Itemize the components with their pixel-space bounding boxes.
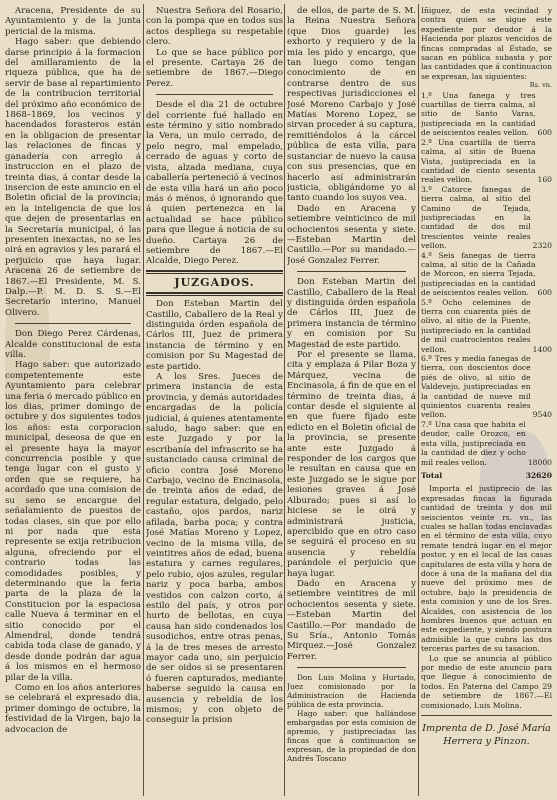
printer-imprint <box>421 722 552 748</box>
property-description: 3.º Catorce fanegas de tierra calma, al sitio del Camino de Tejada, justipreciadas en la cantidad de dos mil trescientos veinte reales vellon. <box>421 184 531 251</box>
notice-paragraph: Hago saber: que autorizado competentemente este Ayuntamiento para celebrar una feria ó mercado público en los dias, primer domingo de octubre y dos siguientes todos los años: esta corporacion municipal, deseosa de que en el presente haya la mayor concurrencia posible y que tenga lugar con el gusto y orden que se requiere, ha acordado que una comision de su seno se encargue del señalamiento de puestos de todas clases, sin que por ello ni por nada que esta represente se exija retribucion alguna, ofreciendo por el contrario todas las comodidades posibles, y determinando que la feria parta de la plaza de la Constitucion por la espaciosa calle Nueva á terminar en el sitio conocido por el Almendral, donde tendrá cabida toda clase de ganado, y desde donde podrán dar agua á los mismos en el hermoso pilar de la villa. <box>5 360 141 683</box>
separator <box>15 323 131 324</box>
notice-paragraph: Lo que se hace público por el presente. Cartaya 26 de setiembre de 1867.—Diego Perez. <box>146 47 283 89</box>
separator <box>156 94 273 95</box>
notice-heading: Don Luis Molina y Hurtado, Juez comisionado por la Administracion de Hacienda pública de esta provincia. <box>287 673 416 710</box>
total-label: Total <box>421 470 443 480</box>
property-description: 4.º Seis fanegas de tierra calma, al sitio de la Cañada de Morcon, en sierra Tejada, justipreciadas en la cantidad de seiscientos reales vellon. <box>421 250 536 298</box>
section-heading-juzgados: JUZGADOS. <box>174 275 255 289</box>
property-item <box>421 354 552 420</box>
property-amount: 1400 <box>532 344 552 354</box>
property-item <box>421 298 552 354</box>
separator <box>297 271 406 272</box>
property-description: 5.º Ocho celemines de tierra con cuarenta piés de olivo, al sitio de la Fuente, justipreciado en la cantidad de mil cuatrocientos reales vellon. <box>421 297 531 354</box>
property-amount: 600 <box>537 128 552 138</box>
printer-imprint-line: Herrera y Pinzon. <box>443 736 530 748</box>
property-item <box>421 251 552 298</box>
notice-paragraph: A los Sres. Jueces de primera instancia de esta provincia, y demás autoridades encargadas de la policía judicial, á quienes atentamente saludo, hago saber: que en este Juzgado y por la escribanía del infrascrito se ha sustanciado causa criminal de oficio contra José Moreno Carbajo, vecino de Encinasola, de treinta años de edad, de regular estatura, delgado, pelo castaño, ojos pardos, nariz afilada, barba poca; y contra José Matías Moreno y Lopez, vecino de la misma villa, de veintitres años de edad, buena estatura y carnes regulares, pelo rubio, ojos azules, regular nariz y poca barba, ambos vestidos con calzon corto, á estilo del país, y otros por hurto de bellotas, en cuya causa han sido condenados los susodichos, entre otras penas, á la de tres meses de arresto mayor cada uno, sin perjuicio de ser oidos si se presentaren ó fueren capturados, mediante haberse seguido la causa en ausencia y rebeldía de los mismos; y con objeto de conseguir la prision <box>146 372 283 726</box>
property-amount: 2320 <box>532 241 552 251</box>
section-rule <box>146 292 283 296</box>
property-list <box>421 91 552 467</box>
property-description: 1.º Una fanega y tres cuartillas de tierra calma, al sitio de Santo Varas, justipreciada en la cantidad de seiscientos reales vellon. <box>421 90 536 138</box>
notice-paragraph: Hago saber: que debiendo darse principio á la formacion del amillaramiento de la riqueza pública, que ha de servir de base al repartimiento de la contribucion territorial del próximo año económico de 1868–1869, los vecinos y hacendados forasteros están en la obligacion de presentar las relaciones de fincas y ganadería con arreglo á instruccion en el plazo de treinta dias, á contar desde la insercion de este anuncio en el Boletin oficial de la provincia; en la inteligencia de que los que dejen de presentarlas en la Secretaría municipal, ó las presenten inexactas, no se les oirá en agravios y les parará el perjuicio que haya lugar. Aracena 26 de setiembre de 1867.—El Presidente, M. S. Dalp.—P. M. D. S. S.—El Secretario interino, Manuel Olivero. <box>5 37 141 318</box>
column-rule <box>143 4 144 796</box>
column-4 <box>421 6 552 794</box>
property-description: 6.º Tres y media fanegas de tierra, con doscientos doce piés de olivo, al sitio de Valdevejo, justipreciadas en la cantidad de nueve mil quinientos cuarenta reales vellon. <box>421 354 531 420</box>
notice-paragraph: Importa el justiprecio de las expresadas fincas la figurada cantidad de treinta y dos mil seiscientos veinte rs. vn., las cuales se hallan todas enclavadas en el término de esta villa, cuyo remate tendrá lugar en el mejor postor, y en el local de las casas capitulares de esta villa y hora de doce á una de la mañana del dia nueve del próximo mes de octubre, bajo la presidencia de esta comision y uno de los Sres. Alcaldes, con asistencia de los hombres buenos que actuan en este expediente, y siendo postura admisible la que cubra las dos terceras partes de su tasacion. <box>421 484 552 654</box>
notice-paragraph: Aracena, Presidente de su Ayuntamiento y de la junta pericial de la misma. <box>5 6 141 37</box>
notice-paragraph: Dado en Aracena y setiembre veintitres de mil ochocientos sesenta y siete.—Esteban Martin del Castillo.—Por mandado de Su Sría., Antonio Tomás Mirquez.—José Gonzalez Ferrer. <box>287 578 416 662</box>
property-amount: 9540 <box>532 410 552 420</box>
notice-paragraph: de ellos, de parte de S. M. la Reina Nuestra Señora (que Dios guarde) les exhorto y requiero y de la mia les pido y encargo, que tan luego como tengan conocimiento de en contrarse dentro de sus respectivas jurisdicciones el José Moreno Carbajo y José Matías Moreno Lopez, se sirvan proceder á su captura, remitiéndolos á la cárcel pública de esta villa, para sustanciar de nuevo la causa con sus presencias, que en hacerlo así administrarán justicia, obligándome yo al tanto cuando los suyos vea. <box>287 6 416 204</box>
notice-heading: Don Diego Perez Cárdenas, Alcalde constitucional de esta villa. <box>5 329 141 360</box>
property-description: 2.º Una cuartilla de tierra calma, al sitio de Buena Vista, justipreciada en la cantidad de ciento sesenta reales vellon. <box>421 137 536 185</box>
separator <box>421 715 552 716</box>
notice-heading: Don Esteban Martin del Castillo, Caballero de la Real y distinguida órden española de Cárlos III, Juez de primera instancia de término y en comision por Su Magestad de este partido. <box>287 277 416 350</box>
notice-paragraph: Desde el dia 21 de octubre del corriente fué hallado en este término y sitio nombrado la Vera, un mulo cerrado, de pelo negro, mal empelado, cerrado de aguas y corto de vista, alzada mediana, cuya caballería perteneció á vecinos de esta villa hará un año poco más ó ménos, ó ignorando que á quien pertenezca en la actualidad se hace público para que llegue á noticia de su dueño. Cartaya 26 de setiembre de 1867.—El Alcalde, Diego Perez. <box>146 100 283 267</box>
total-row <box>421 471 552 480</box>
notice-paragraph: Nuestra Señora del Rosario, con la pompa que en todos sus actos despliega su respetable clero. <box>146 6 283 48</box>
property-amount: 18000 <box>527 457 552 467</box>
property-amount: 160 <box>537 175 552 185</box>
property-item <box>421 138 552 185</box>
notice-heading: Don Esteban Martin del Castillo, Caballero de la Real y distinguida órden española de Cárlos III, Juez de primera instancia de término y en comision por Su Magestad de este partido. <box>146 299 283 372</box>
currency-label: Rs. vn. <box>529 81 552 90</box>
column-rule <box>284 4 285 796</box>
column-1 <box>5 6 141 794</box>
property-amount: 600 <box>537 288 552 298</box>
notice-paragraph: Hago saber: que hallándose embargadas por esta comision de apremio, y justipreciadas las fincas que á continuacion se expresan, de la propiedad de don Andrés Toscano <box>287 709 416 764</box>
property-item <box>421 420 552 467</box>
total-amount: 32620 <box>525 470 552 480</box>
column-2 <box>146 6 283 794</box>
column-rule <box>418 4 419 796</box>
separator <box>297 667 406 668</box>
notice-paragraph: Como en los años anteriores se celebrará el expresado dia, primer domingo de octubre, la festividad de la Virgen, bajo la advocacion de <box>5 683 141 735</box>
notice-paragraph: Por el presente se llama, cita y emplaza á Pilar Boza y Márquez, vecina de Encinasola, á fin de que en el término de treinta dias, á contar desde el siguiente al en que fuere fijado este edicto en el Boletin oficial de la provincia, se presente ante este Juzgado á responder de los cargos que le resultan en causa que en este Juzgado se le sigue por lesiones graves á José Alburado; pues si así lo hiciese se le oirá y administrará justicia, apercibido que en otro caso se seguirá el proceso en su ausencia y rebeldía parándole el perjuicio que haya lugar. <box>287 350 416 579</box>
column-3 <box>287 6 416 794</box>
notice-paragraph: Lo que se anuncia al público por medio de este anuncio para que llegue á conocimiento de todos. En Paterna del Campo 29 de setiembre de 1867.—El comisionado, Luis Molina. <box>421 653 552 710</box>
property-description: 7.º Una casa que habita el deudor, calle Orozco, en esta villa, justipreciada en la cantidad de diez y ocho mil reales vellon. <box>421 419 526 467</box>
property-item <box>421 91 552 138</box>
section-rule <box>146 270 283 274</box>
notice-paragraph: Dado en Aracena y setiembre veinticinco de mil ochocientos sesenta y siete.—Esteban Martin del Castillo.—Por su mandado.—José Gonzalez Ferrer. <box>287 203 416 266</box>
printer-imprint-line: Imprenta de D. José María <box>422 723 551 735</box>
notice-paragraph: Iñiguez, de esta vecindad y contra quien se sigue este expediente por deudor á la Hacienda por plazos vencidos de fincas compradas al Estado, se sacan en pública subasta y por las cantidades que á continuacion se expresan, las siguientes: <box>421 6 552 81</box>
property-item <box>421 185 552 251</box>
